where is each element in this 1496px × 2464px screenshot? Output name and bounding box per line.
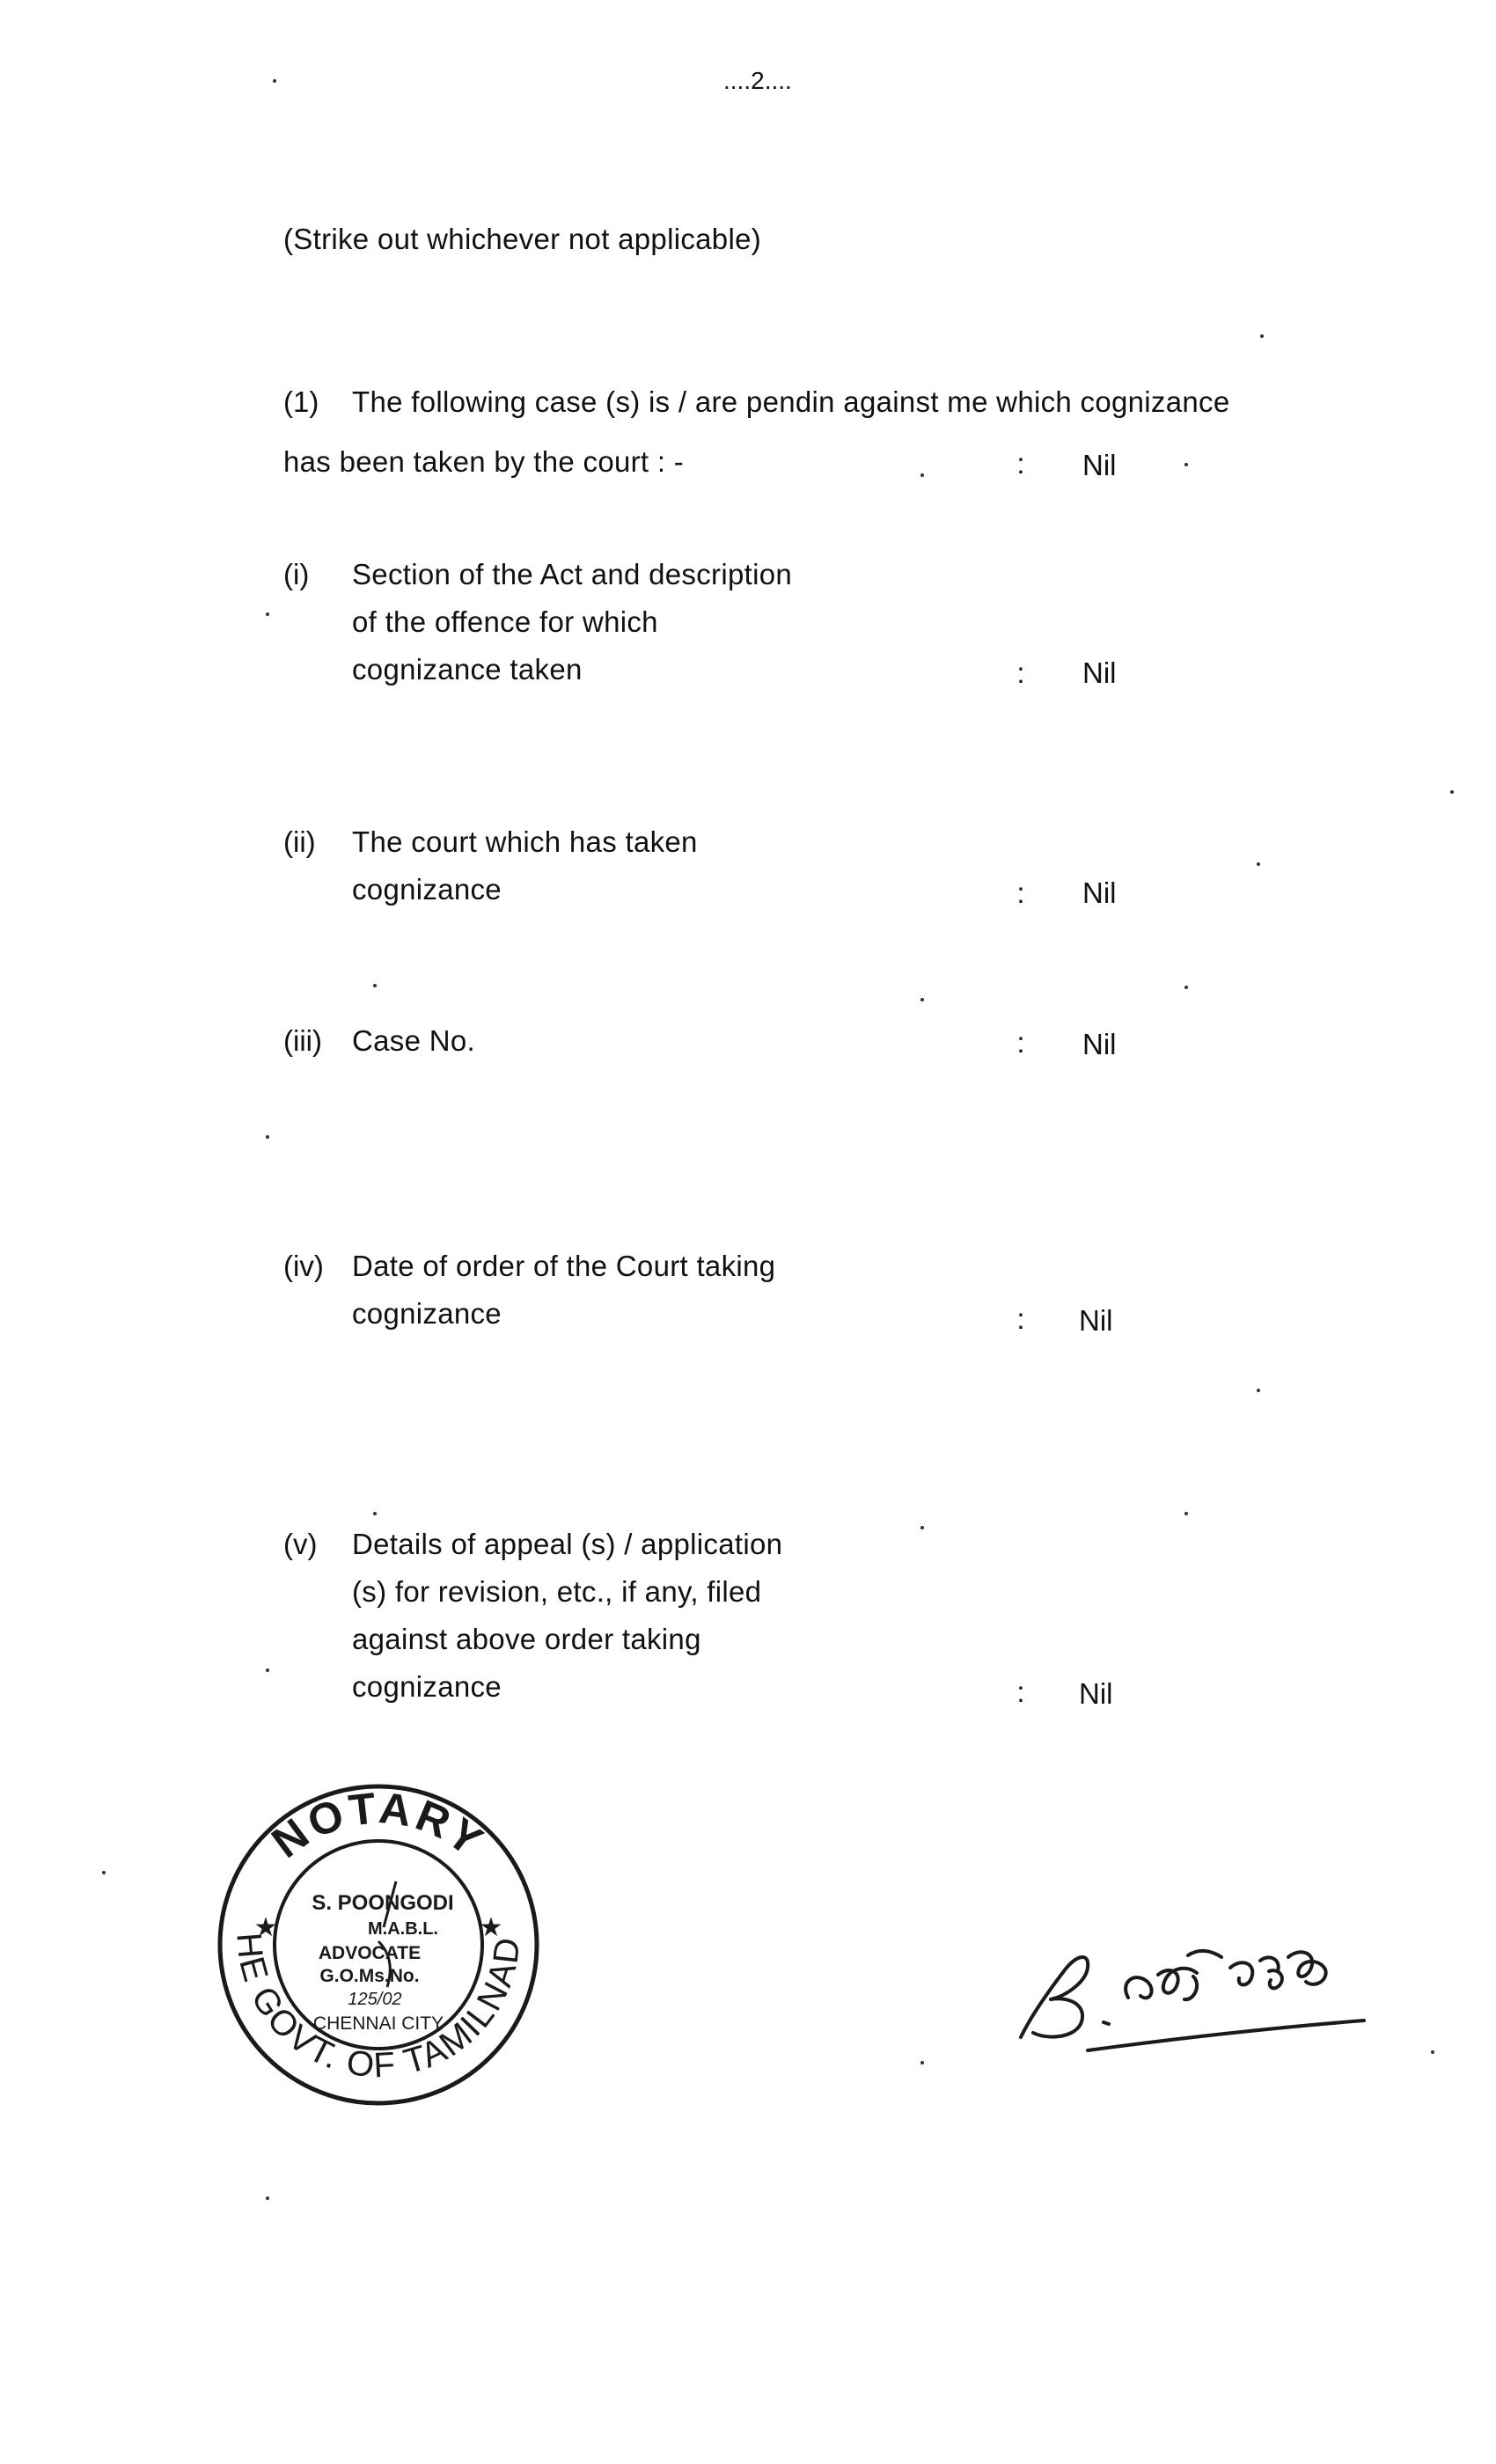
speck (266, 1668, 269, 1672)
signature-initial-stroke (1021, 1957, 1088, 2037)
item-i-value: Nil (1082, 656, 1117, 689)
seal-name: S. POONGODI (312, 1891, 454, 1915)
speck (266, 612, 269, 616)
seal-center-text (312, 1891, 453, 2034)
item-i-text-line-1: Section of the Act and description (352, 558, 793, 590)
item-iii-number: (iii) (283, 1024, 322, 1057)
item-iii-text-line-1: Case No. (352, 1024, 475, 1057)
strike-out-instruction: (Strike out whichever not applicable) (283, 223, 762, 255)
item-i-text-line-2: of the offence for which (352, 605, 658, 638)
speck (266, 1135, 269, 1139)
speck (1450, 790, 1454, 794)
seal-top-text: NOTARY (262, 1783, 495, 1868)
speck (1260, 334, 1264, 338)
speck (1184, 463, 1188, 466)
seal-degree: M.A.B.L. (368, 1919, 438, 1939)
page-number-marker: ....2.... (723, 67, 792, 94)
notary-seal (197, 1747, 546, 2112)
item-v-number: (v) (283, 1528, 318, 1560)
item-ii-number: (ii) (283, 825, 316, 858)
seal-star-right: ★ (479, 1912, 503, 1943)
item-ii-text-line-1: The court which has taken (352, 825, 698, 858)
speck (1257, 862, 1260, 866)
speck (373, 1512, 377, 1515)
speck (373, 984, 377, 987)
item-ii-value: Nil (1082, 876, 1117, 909)
signature-word-1 (1126, 1951, 1221, 1999)
item-1-text-line-2: has been taken by the court : - (283, 445, 685, 478)
item-i-text-line-3: cognizance taken (352, 653, 583, 686)
speck (1184, 986, 1188, 989)
item-1-number: (1) (283, 385, 319, 418)
seal-order-number: 125/02 (348, 1990, 402, 2009)
item-v-text-line-3: against above order taking (352, 1623, 701, 1655)
item-i-number: (i) (283, 558, 310, 590)
item-v-text-line-2: (s) for revision, etc., if any, filed (352, 1575, 762, 1608)
speck (266, 2196, 269, 2200)
speck (920, 473, 924, 477)
speck (102, 1871, 106, 1874)
signature-dot (1104, 2022, 1109, 2024)
item-ii-text-line-2: cognizance (352, 873, 502, 906)
seal-bottom-text: THE GOVT. OF TAMILNADU (197, 1747, 528, 2086)
item-iv-number: (iv) (283, 1250, 324, 1282)
item-iii-value: Nil (1082, 1028, 1117, 1060)
seal-star-left: ★ (253, 1912, 278, 1943)
signature (1012, 1883, 1382, 2059)
speck (1184, 1512, 1188, 1515)
seal-title: ADVOCATE (318, 1943, 422, 1963)
item-iv-colon: : (1016, 1302, 1025, 1335)
seal-city: CHENNAI CITY (312, 2013, 444, 2034)
signature-underline (1088, 2020, 1364, 2050)
item-v-text-line-1: Details of appeal (s) / application (352, 1528, 783, 1560)
item-ii-colon: : (1016, 876, 1025, 909)
item-1-text-line-1: The following case (s) is / are pendin against me which cognizance (352, 385, 1230, 418)
item-i-colon: : (1016, 656, 1025, 689)
item-iii-colon: : (1016, 1026, 1025, 1059)
item-iv-value: Nil (1079, 1304, 1113, 1337)
item-v-colon: : (1016, 1676, 1025, 1708)
speck (1257, 1389, 1260, 1392)
item-1-colon: : (1016, 447, 1025, 480)
speck (920, 2061, 924, 2064)
item-v-text-line-4: cognizance (352, 1670, 502, 1703)
item-v-value: Nil (1079, 1677, 1113, 1710)
speck (273, 79, 276, 83)
seal-order: G.O.Ms.No. (319, 1966, 420, 1986)
item-1-value: Nil (1082, 449, 1117, 481)
item-iv-text-line-2: cognizance (352, 1297, 502, 1330)
signature-word-2 (1230, 1952, 1326, 1988)
item-iv-text-line-1: Date of order of the Court taking (352, 1250, 776, 1282)
speck (920, 1526, 924, 1529)
speck (920, 998, 924, 1001)
speck (1431, 2050, 1434, 2054)
